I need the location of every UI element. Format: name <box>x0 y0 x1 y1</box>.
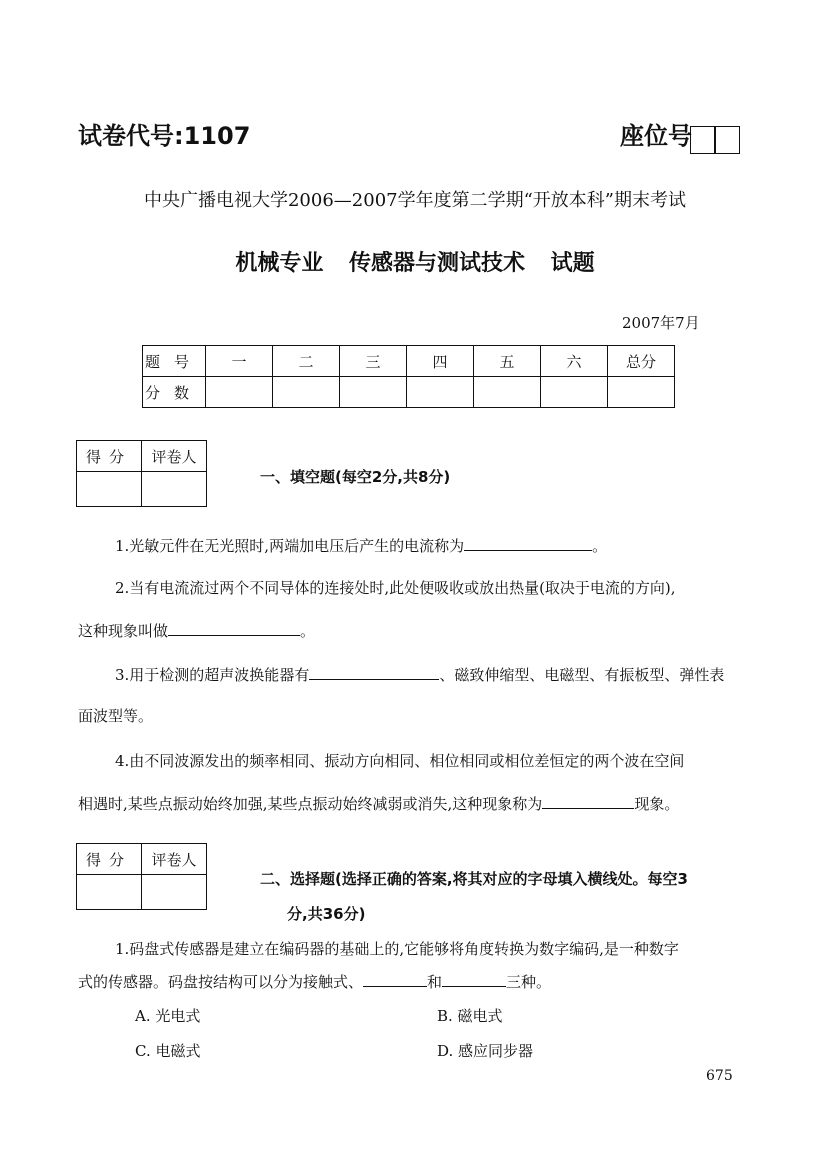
grader-box-section2 <box>76 843 207 910</box>
grader-entry-cell[interactable] <box>142 472 207 507</box>
seat-box-1[interactable] <box>690 126 716 154</box>
score-table <box>142 345 675 408</box>
grader-label: 评卷人 <box>142 441 207 472</box>
option-c: C. 电磁式 <box>135 1042 201 1060</box>
q4-text: 相遇时,某些点振动始终加强,某些点振动始终减弱或消失,这种现象称为 <box>78 795 543 813</box>
mc1-end: 三种。 <box>506 973 552 991</box>
q4-end: 现象。 <box>634 795 680 813</box>
score-table-score-row <box>143 377 675 408</box>
question-4-line1: 4.由不同波源发出的频率相同、振动方向相同、相位相同或相位差恒定的两个波在空间 <box>115 752 685 770</box>
section2-title-line2: 分,共36分) <box>287 905 366 923</box>
mc-question-1-line1: 1.码盘式传感器是建立在编码器的基础上的,它能够将角度转换为数字编码,是一种数字 <box>115 940 679 958</box>
mc1-text: 式的传感器。码盘按结构可以分为接触式、 <box>78 973 364 991</box>
q1-text: 1.光敏元件在无光照时,两端加电压后产生的电流称为 <box>115 537 465 555</box>
q3-text: 3.用于检测的超声波换能器有 <box>115 666 310 684</box>
exam-header: 中央广播电视大学2006—2007学年度第二学期“开放本科”期末考试 <box>143 190 687 211</box>
score-table-col-5: 五 <box>474 346 541 377</box>
grader-label: 评卷人 <box>142 844 207 875</box>
score-cell[interactable] <box>541 377 608 408</box>
score-cell[interactable] <box>474 377 541 408</box>
question-1 <box>115 535 607 556</box>
score-table-col-3: 三 <box>340 346 407 377</box>
seat-box-2[interactable] <box>714 126 740 154</box>
score-table-header-row <box>143 346 675 377</box>
seat-number-field <box>620 116 740 154</box>
score-table-col-4: 四 <box>407 346 474 377</box>
answer-blank[interactable] <box>442 972 506 987</box>
score-cell[interactable] <box>340 377 407 408</box>
question-3-line2: 面波型等。 <box>78 707 154 725</box>
grader-entry-cell[interactable] <box>142 875 207 910</box>
option-a: A. 光电式 <box>135 1007 201 1025</box>
page-number: 675 <box>706 1068 733 1084</box>
exam-title: 机械专业 传感器与测试技术 试题 <box>235 251 595 276</box>
score-cell[interactable] <box>608 377 675 408</box>
paper-code: 试卷代号:1107 <box>78 122 251 150</box>
answer-blank[interactable] <box>309 665 439 680</box>
mc-question-1-line2 <box>78 971 551 992</box>
score-cell[interactable] <box>273 377 340 408</box>
score-cell[interactable] <box>407 377 474 408</box>
score-label: 得分 <box>77 844 142 875</box>
score-cell[interactable] <box>206 377 273 408</box>
score-table-col-6: 六 <box>541 346 608 377</box>
option-b: B. 磁电式 <box>437 1007 503 1025</box>
answer-blank[interactable] <box>464 536 592 551</box>
option-d: D. 感应同步器 <box>437 1042 534 1060</box>
question-3-line1 <box>115 664 724 685</box>
answer-blank[interactable] <box>363 972 427 987</box>
score-entry-cell[interactable] <box>77 472 142 507</box>
mc1-and: 和 <box>427 973 443 991</box>
score-table-col-1: 一 <box>206 346 273 377</box>
answer-blank[interactable] <box>542 794 634 809</box>
score-table-col-total: 总分 <box>608 346 675 377</box>
q2-text: 这种现象叫做 <box>78 622 169 640</box>
question-2-line1: 2.当有电流流过两个不同导体的连接处时,此处便吸收或放出热量(取决于电流的方向), <box>115 579 676 597</box>
section2-title-line1: 二、选择题(选择正确的答案,将其对应的字母填入横线处。每空3 <box>260 870 688 888</box>
answer-blank[interactable] <box>168 621 300 636</box>
q1-end: 。 <box>592 537 608 555</box>
question-4-line2 <box>78 793 679 814</box>
exam-date: 2007年7月 <box>622 314 700 332</box>
q2-end: 。 <box>300 622 316 640</box>
section1-title: 一、填空题(每空2分,共8分) <box>260 468 451 486</box>
grader-box-section1 <box>76 440 207 507</box>
score-table-col-2: 二 <box>273 346 340 377</box>
score-entry-cell[interactable] <box>77 875 142 910</box>
seat-label: 座位号 <box>620 122 692 150</box>
q3-rest: 、磁致伸缩型、电磁型、有振板型、弹性表 <box>439 666 725 684</box>
score-label: 得分 <box>77 441 142 472</box>
score-table-row2-label: 分数 <box>143 377 206 408</box>
question-2-line2 <box>78 620 315 641</box>
score-table-row1-label: 题号 <box>143 346 206 377</box>
